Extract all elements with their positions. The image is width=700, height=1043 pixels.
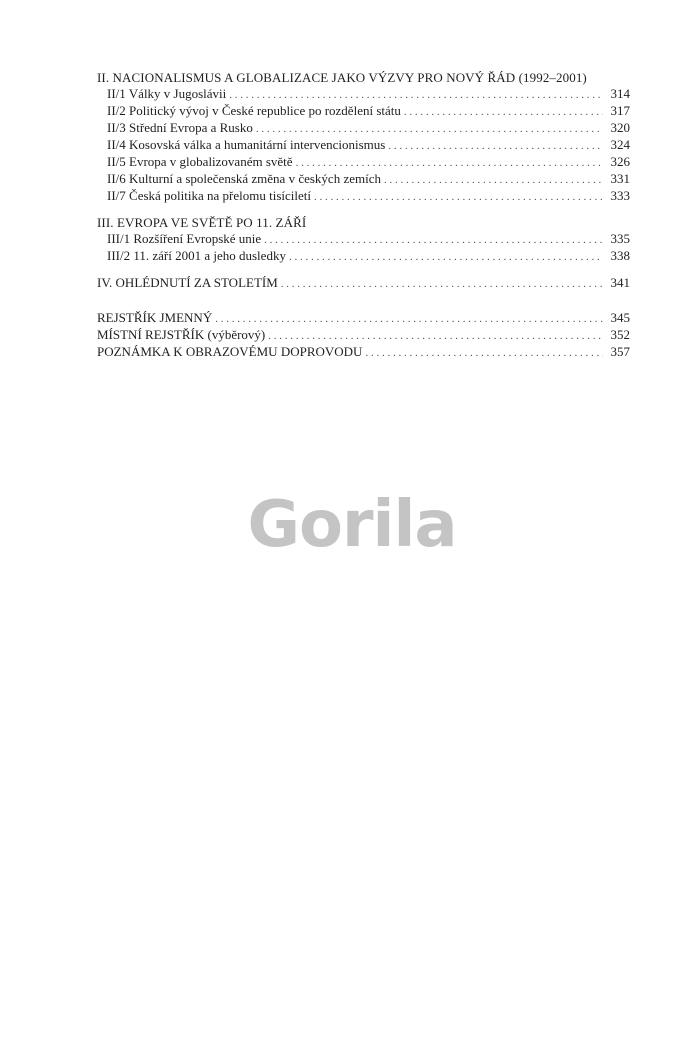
toc-page-number: 326 [610,154,630,169]
section-heading-iii: III. EVROPA VE SVĚTĚ PO 11. ZÁŘÍ [97,215,307,230]
toc-page-number: 324 [610,137,630,152]
dot-leader [365,345,603,361]
dot-leader [268,328,603,344]
toc-entry-label: II/2 Politický vývoj v České republice po rozdělení státu [107,103,401,118]
toc-page-number: 335 [610,231,630,246]
toc-entry[interactable] [97,86,630,103]
dot-leader [256,121,603,137]
toc-entry[interactable] [97,231,630,248]
toc-page-number: 333 [610,188,630,203]
toc-entry-label: POZNÁMKA K OBRAZOVÉMU DOPROVODU [97,344,363,359]
dot-leader [281,276,603,292]
toc-entry-appendix[interactable] [97,344,630,361]
toc-page-number: 345 [610,310,630,325]
toc-entry-label: II/3 Střední Evropa a Rusko [107,120,253,135]
toc-page-number: 341 [610,275,630,290]
dot-leader [314,189,603,205]
toc-page-number: 331 [610,171,630,186]
dot-leader [264,232,603,248]
toc-entry-chapter-iv[interactable] [97,275,630,292]
toc-page-number: 317 [610,103,630,118]
toc-entry-label: II/4 Kosovská válka a humanitární intervencionismus [107,137,386,152]
toc-entry[interactable] [97,248,630,265]
toc-entry-label: II/7 Česká politika na přelomu tisíciletí [107,188,311,203]
toc-entry[interactable] [97,171,630,188]
toc-page-number: 338 [610,248,630,263]
toc-entry-label: II/6 Kulturní a společenská změna v českých zemích [107,171,381,186]
toc-entry-label: III/2 11. září 2001 a jeho dusledky [107,248,286,263]
toc-entry[interactable] [97,120,630,137]
toc-entry-appendix[interactable] [97,327,630,344]
toc-entry[interactable] [97,103,630,120]
toc-entry-label: III/1 Rozšíření Evropské unie [107,231,262,246]
toc-entry-label: IV. OHLÉDNUTÍ ZA STOLETÍM [97,275,278,290]
toc-entry-appendix[interactable] [97,310,630,327]
spacer [97,265,630,275]
toc-page-number: 320 [610,120,630,135]
dot-leader [404,104,603,120]
section-heading-ii: II. NACIONALISMUS A GLOBALIZACE JAKO VÝZVY PRO NOVÝ ŘÁD (1992–2001) [97,70,587,85]
toc-entry[interactable] [97,154,630,171]
toc-page-number: 352 [610,327,630,342]
dot-leader [384,172,603,188]
table-of-contents [97,70,630,361]
dot-leader [215,311,603,327]
toc-entry[interactable] [97,188,630,205]
dot-leader [289,249,603,265]
toc-page-number: 314 [610,86,630,101]
dot-leader [388,138,603,154]
gorila-watermark-logo: Gorila [247,488,457,562]
dot-leader [296,155,603,171]
spacer [97,205,630,215]
toc-entry-label: REJSTŘÍK JMENNÝ [97,310,213,325]
toc-page-number: 357 [610,344,630,359]
dot-leader [229,87,603,103]
toc-entry-label: II/5 Evropa v globalizovaném světě [107,154,293,169]
spacer [97,292,630,310]
toc-entry[interactable] [97,137,630,154]
toc-entry-label: MÍSTNÍ REJSTŘÍK (výběrový) [97,327,266,342]
toc-entry-label: II/1 Války v Jugoslávii [107,86,227,101]
